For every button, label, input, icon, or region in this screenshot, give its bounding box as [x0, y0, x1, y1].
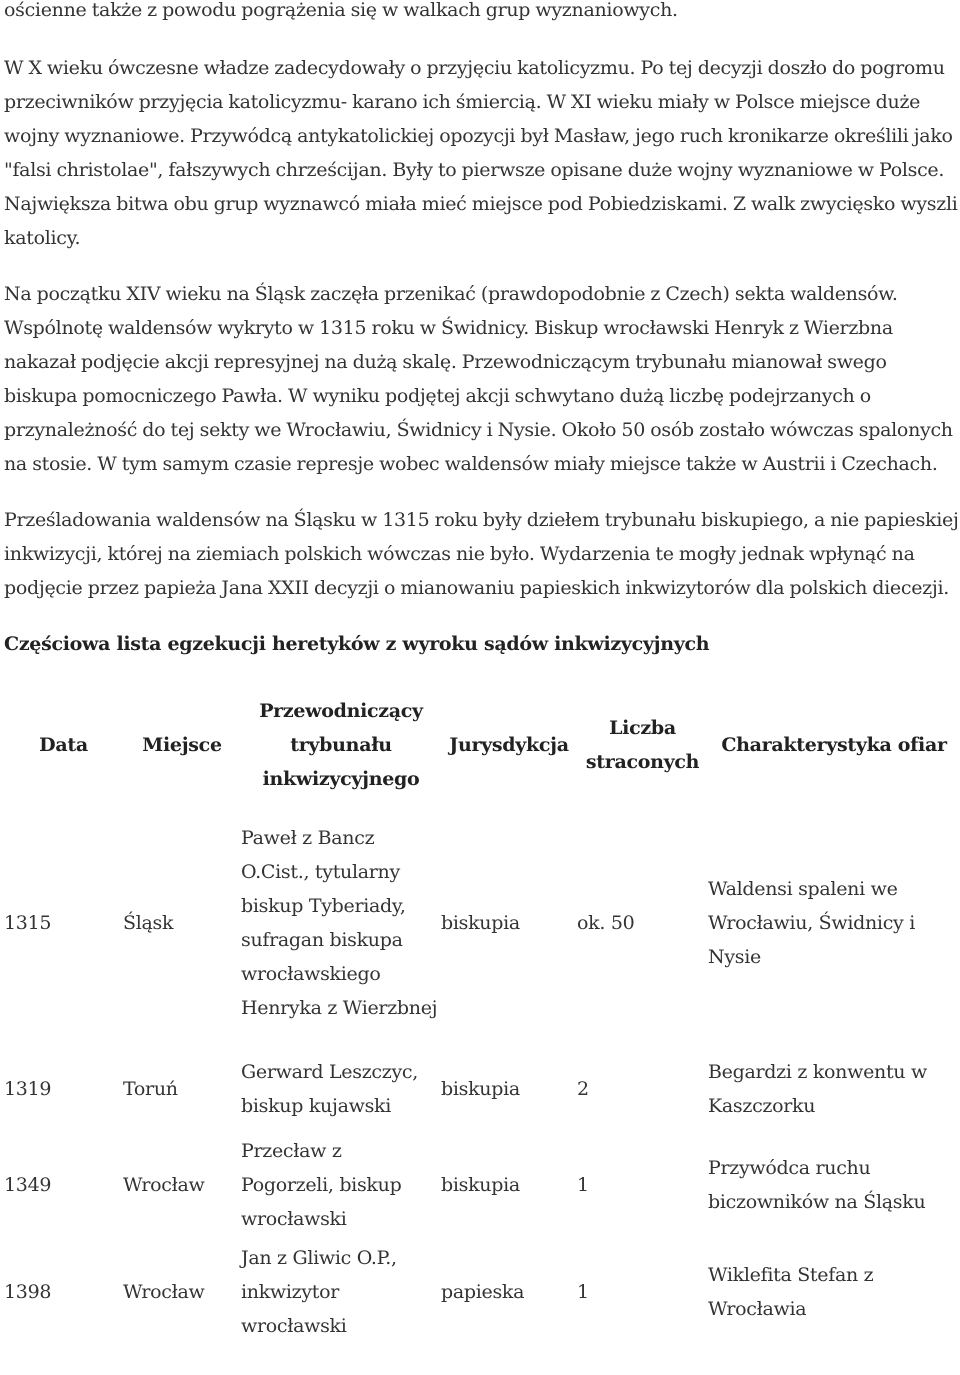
cell-place: Wrocław [123, 1174, 205, 1196]
header-date: Data [39, 734, 88, 756]
cell-chair: Paweł z Bancz O.Cist., tytularny biskup Tyberiady, sufragan biskupa wrocławskiego Henryka z Wierzbnej [241, 827, 438, 1019]
cell-chair: Gerward Leszczyc, biskup kujawski [241, 1061, 418, 1117]
header-victims: Charakterystyka ofiar [721, 734, 947, 756]
cell-jurisdiction: biskupia [441, 912, 520, 934]
cell-place: Toruń [123, 1078, 178, 1100]
cell-chair: Jan z Gliwic O.P., inkwizytor wrocławski [241, 1247, 397, 1337]
cell-place: Śląsk [123, 912, 174, 934]
header-chair: Przewodniczący trybunału inkwizycyjnego [259, 700, 423, 790]
header-jurisdiction: Jurysdykcja [449, 734, 569, 756]
paragraph: Prześladowania waldensów na Śląsku w 1315 roku były dziełem trybunału biskupiego, a nie papieskiej inkwizycji, której na ziemiach polskich wówczas nie było. Wydarzenia te mogły jednak wpłynąć na podjęcie przez papieża Jana XXII decyzji o mianowaniu papieskich inkwizytorów dla polskich diecezji. [4, 509, 959, 599]
cell-date: 1319 [4, 1078, 52, 1100]
table-row [4, 1237, 960, 1347]
paragraph: ościenne także z powodu pogrążenia się w walkach grup wyznaniowych. [4, 0, 678, 21]
executions-table [4, 689, 960, 1347]
cell-victims: Waldensi spaleni we Wrocławiu, Świdnicy i Nysie [708, 878, 916, 968]
paragraph: W X wieku ówczesne władze zadecydowały o przyjęciu katolicyzmu. Po tej decyzji doszło do pogromu przeciwników przyjęcia katolicyzmu- karano ich śmiercią. W XI wieku miały w Polsce miejsce duże wojny wyznaniowe. Przywódcą antykatolickiej opozycji był Masław, jego ruch kronikarze określili jako "falsi christolae", fałszywych chrześcijan. Były to pierwsze opisane duże wojny wyznaniowe w Polsce. Największa bitwa obu grup wyznawcó miała mieć miejsce pod Pobiedziskami. Z walk zwycięsko wyszli katolicy. [4, 57, 958, 249]
cell-jurisdiction: biskupia [441, 1174, 520, 1196]
cell-place: Wrocław [123, 1281, 205, 1303]
cell-victims: Begardzi z konwentu w Kaszczorku [708, 1061, 927, 1117]
cell-victims: Przywódca ruchu biczowników na Śląsku [708, 1157, 926, 1213]
cell-victims: Wiklefita Stefan z Wrocławia [708, 1264, 874, 1320]
section-heading: Częściowa lista egzekucji heretyków z wyroku sądów inkwizycyjnych [4, 633, 710, 655]
cell-jurisdiction: papieska [441, 1281, 525, 1303]
table-row [4, 801, 960, 1045]
header-place: Miejsce [142, 734, 222, 756]
article-content [4, 0, 960, 1347]
table-header-row [4, 689, 960, 801]
cell-count: 1 [577, 1174, 589, 1196]
cell-count: 2 [577, 1078, 589, 1100]
paragraph: Na początku XIV wieku na Śląsk zaczęła przenikać (prawdopodobnie z Czech) sekta waldensów. Wspólnotę waldensów wykryto w 1315 roku w Świdnicy. Biskup wrocławski Henryk z Wierzbna nakazał podjęcie akcji represyjnej na dużą skalę. Przewodniczącym trybunału mianował swego biskupa pomocniczego Pawła. W wyniku podjętej akcji schwytano dużą liczbę podejrzanych o przynależność do tej sekty we Wrocławiu, Świdnicy i Nysie. Około 50 osób zostało wówczas spalonych na stosie. W tym samym czasie represje wobec waldensów miały miejsce także w Austrii i Czechach. [4, 283, 953, 475]
cell-date: 1315 [4, 912, 52, 934]
cell-date: 1349 [4, 1174, 52, 1196]
cell-count: ok. 50 [577, 912, 635, 934]
cell-date: 1398 [4, 1281, 52, 1303]
table-row [4, 1133, 960, 1237]
header-count: Liczba straconych [585, 717, 700, 773]
cell-chair: Przecław z Pogorzeli, biskup wrocławski [241, 1140, 402, 1230]
cell-count: 1 [577, 1281, 589, 1303]
cell-jurisdiction: biskupia [441, 1078, 520, 1100]
table-row [4, 1045, 960, 1133]
